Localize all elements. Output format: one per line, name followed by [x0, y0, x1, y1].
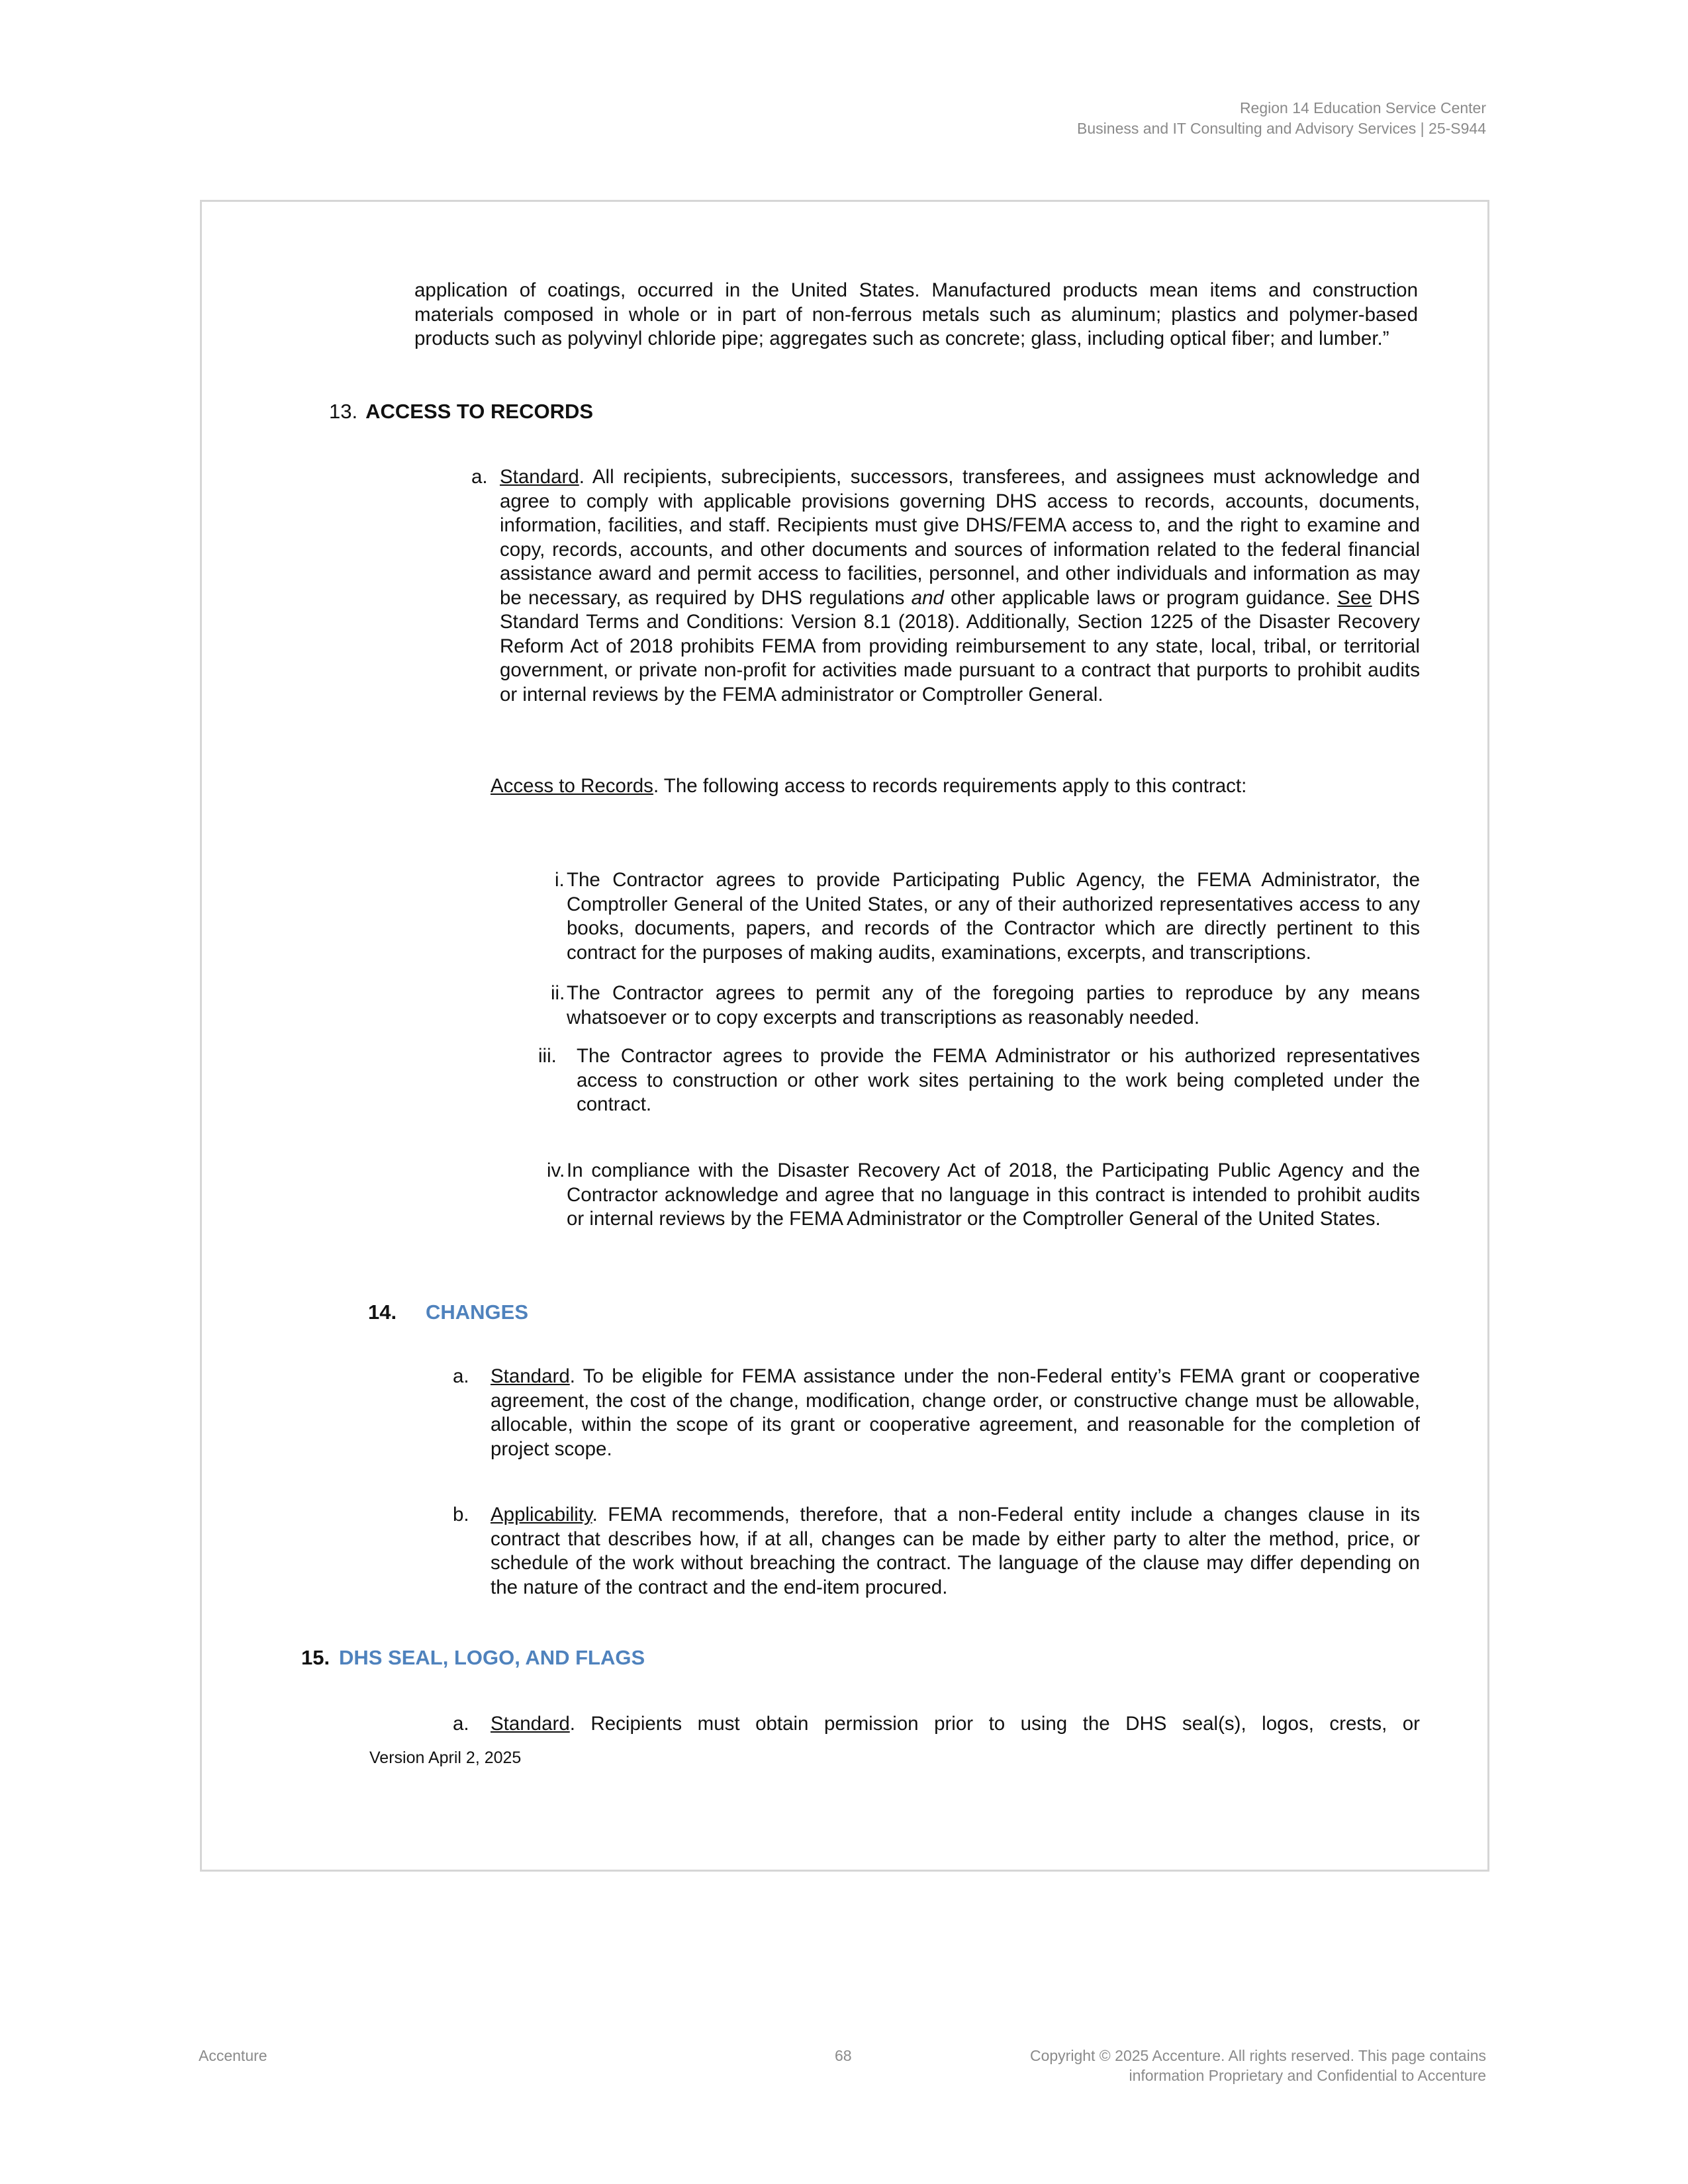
footer-copyright-line-1: Copyright © 2025 Accenture. All rights reserved. This page contains — [1029, 2047, 1486, 2064]
item-iv-text: In compliance with the Disaster Recovery Act of 2018, the Participating Public Agency and the Contractor acknowledge and agree that no language in this contract is intended to prohibit audits or internal reviews by the FEMA Administrator or the Comptroller General of the United States. — [567, 1160, 1420, 1230]
access-to-records-paragraph — [491, 774, 1420, 799]
item-i-marker: i. — [555, 869, 565, 891]
section-14-b-marker: b. — [453, 1504, 469, 1525]
header-line-1: Region 14 Education Service Center — [1239, 99, 1486, 116]
access-to-records-text: . The following access to records requirements apply to this contract: — [653, 775, 1247, 797]
section-14-number: 14. — [368, 1300, 397, 1324]
version-note: Version April 2, 2025 — [369, 1749, 522, 1767]
section-13-a-and: and — [911, 586, 944, 609]
footer-copyright-line-2: information Proprietary and Confidential to Accenture — [1129, 2067, 1486, 2084]
item-ii-text: The Contractor agrees to permit any of the foregoing parties to reproduce by any means whatsoever or to copy excerpts and transcriptions as reasonably needed. — [567, 982, 1420, 1028]
section-13-a-see: See — [1337, 586, 1372, 609]
item-iv-marker: iv. — [547, 1160, 565, 1181]
section-15-a-text: . Recipients must obtain permission prior to using the DHS seal(s), logos, crests, or — [569, 1713, 1420, 1735]
section-13-a-text-3: DHS Standard Terms and Conditions: Version 8.1 (2018). Additionally, Section 1225 of the Disaster Recovery Reform Act of 2018 prohibits FEMA from providing reimbursement to any state, local, tribal, or territorial government, or private non-profit for activities made pursuant to a contract that purports to prohibit audits or internal reviews by the FEMA administrator or Comptroller General. — [500, 586, 1421, 705]
item-ii-marker: ii. — [551, 982, 565, 1004]
section-13-a-paragraph — [500, 465, 1420, 707]
item-iii-text: The Contractor agrees to provide the FEMA Administrator or his authorized representatives access to construction or other work sites pertaining to the work being completed under the contract. — [577, 1045, 1420, 1115]
section-14-a-paragraph — [491, 1365, 1420, 1461]
section-13-a-label: Standard — [500, 466, 579, 488]
section-15-heading — [301, 1646, 330, 1670]
footer-company: Accenture — [199, 2047, 267, 2064]
section-14-a-label: Standard — [491, 1365, 570, 1387]
access-to-records-label: Access to Records — [491, 775, 653, 797]
footer-copyright — [1030, 2046, 1486, 2085]
intro-paragraph: application of coatings, occurred in the United States. Manufactured products mean items and construction materials composed in whole or in part of non-ferrous metals such as aluminum; plastics and polymer-based products such as polyvinyl chloride pipe; aggregates such as concrete; glass, including optical fiber; and lumber.” — [414, 279, 1418, 349]
section-14-b-label: Applicability — [491, 1504, 592, 1525]
section-14-title: CHANGES — [426, 1300, 529, 1324]
section-14-b-text: . FEMA recommends, therefore, that a non-Federal entity include a changes clause in its contract that describes how, if at all, changes can be made by either party to alter the method, price, or schedule of the work without breaching the contract. The language of the clause may differ depending on the nature of the contract and the end-item procured. — [491, 1504, 1420, 1598]
section-15-a-label: Standard — [491, 1713, 570, 1735]
footer-page-number: 68 — [835, 2047, 852, 2064]
section-15-number: 15. — [301, 1646, 330, 1669]
document-frame — [200, 200, 1489, 1872]
section-15-title: DHS SEAL, LOGO, AND FLAGS — [339, 1646, 645, 1669]
section-14-heading — [368, 1300, 397, 1325]
page-header — [1077, 98, 1486, 139]
item-iii-marker: iii. — [538, 1045, 557, 1067]
section-14-a-marker: a. — [453, 1365, 469, 1387]
section-15-a-marker: a. — [453, 1713, 469, 1735]
section-15-a-paragraph — [491, 1712, 1420, 1737]
section-13-number: 13. — [329, 400, 358, 423]
section-13-a-text-1: . All recipients, subrecipients, successors, transferees, and assignees must acknowledge and agree to comply with applicable provisions governing DHS access to records, accounts, documents, information, facilities, and staff. Recipients must give DHS/FEMA access to, and the right to examine and copy, records, accounts, and other documents and sources of information related to the federal financial assistance award and permit access to facilities, personnel, and other individuals and information as may be necessary, as required by DHS regulations — [500, 466, 1420, 609]
section-13-heading — [329, 399, 593, 424]
section-13-a-text-2: other applicable laws or program guidance. — [943, 586, 1338, 609]
section-14-b-paragraph — [491, 1503, 1420, 1600]
section-13-title: ACCESS TO RECORDS — [365, 400, 594, 423]
item-i-text: The Contractor agrees to provide Participating Public Agency, the FEMA Administrator, the Comptroller General of the United States, or any of their authorized representatives access to any books, documents, papers, and records of the Contractor which are directly pertinent to this contract for the purposes of making audits, examinations, excerpts, and transcriptions. — [567, 869, 1420, 964]
section-13-a-marker: a. — [471, 466, 488, 488]
header-line-2: Business and IT Consulting and Advisory Services | 25-S944 — [1077, 120, 1486, 137]
section-14-a-text: . To be eligible for FEMA assistance under the non-Federal entity’s FEMA grant or cooperative agreement, the cost of the change, modification, change order, or constructive change must be allowable, allocable, within the scope of its grant or cooperative agreement, and reasonable for the completion of project scope. — [491, 1365, 1420, 1460]
